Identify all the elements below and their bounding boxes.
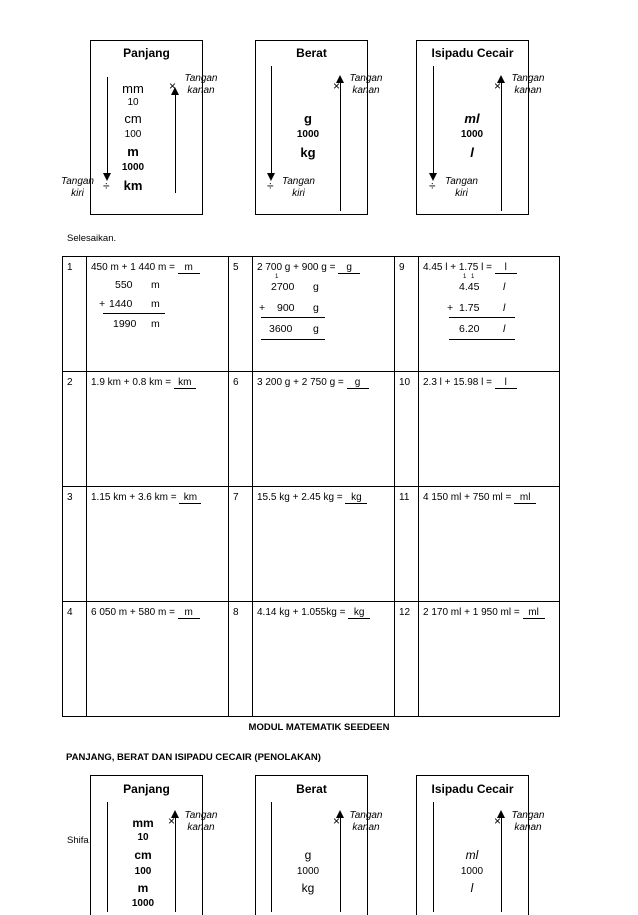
- answer-blank[interactable]: m: [178, 607, 200, 619]
- question-number: 11: [395, 487, 419, 602]
- unit-ml: ml: [465, 848, 479, 862]
- working-sum: 6.20: [459, 323, 480, 335]
- sum-line: [261, 317, 325, 318]
- question-cell: [87, 372, 229, 487]
- unit-l: l: [470, 145, 474, 160]
- question-text: 15.5 kg + 2.45 kg =: [257, 492, 346, 503]
- question-number: 9: [395, 257, 419, 372]
- table-row: [63, 487, 560, 602]
- carry-digit: 1: [471, 274, 475, 280]
- label-tangan-kiri-3: Tangan kiri: [445, 176, 478, 199]
- working-top: 4.45: [459, 281, 480, 293]
- times-symbol: ×: [333, 814, 341, 828]
- working-unit: m: [151, 318, 160, 330]
- conversion-box-length-bottom: [90, 775, 203, 915]
- question-text: 4 150 ml + 750 ml =: [423, 492, 515, 503]
- question-cell: [419, 257, 560, 372]
- question-cell: [87, 257, 229, 372]
- answer-blank[interactable]: km: [174, 377, 196, 389]
- shifa-text: Shifa: [67, 835, 89, 846]
- question-number: 10: [395, 372, 419, 487]
- factor-1000: 1000: [296, 129, 320, 140]
- question-text: 4.45 l + 1.75 l =: [423, 262, 495, 273]
- left-arrow-line: [107, 802, 108, 912]
- working-unit: m: [151, 279, 160, 291]
- factor-1000: 1000: [131, 898, 155, 909]
- divide-symbol: ÷: [429, 179, 436, 193]
- left-arrow-line: [433, 66, 434, 178]
- question-number: 7: [229, 487, 253, 602]
- question-number: 3: [63, 487, 87, 602]
- unit-mm: mm: [122, 81, 144, 96]
- conversion-box-volume-bottom: [416, 775, 529, 915]
- question-text: 4.14 kg + 1.055kg =: [257, 607, 349, 618]
- factor-100: 100: [134, 866, 152, 877]
- label-tangan-kanan-1: Tangan kanan: [184, 73, 218, 96]
- factor-10: 10: [137, 832, 149, 843]
- unit-cm: cm: [134, 848, 152, 862]
- factor-10: 10: [127, 97, 139, 108]
- working-unit: l: [503, 323, 506, 335]
- working-top: 550: [115, 279, 133, 291]
- factor-1000: 1000: [121, 162, 145, 173]
- label-tangan-kiri-1: Tangan kiri: [61, 176, 94, 199]
- left-arrow-line: [433, 802, 434, 912]
- unit-g: g: [304, 111, 312, 126]
- answer-blank[interactable]: ml: [523, 607, 545, 619]
- section-title: PANJANG, BERAT DAN ISIPADU CECAIR (PENOLAKAN): [66, 752, 321, 763]
- working-unit: m: [151, 298, 160, 310]
- carry-digit: 1: [463, 274, 467, 280]
- factor-1000: 1000: [460, 129, 484, 140]
- right-arrow-line: [340, 81, 341, 211]
- label-tangan-kanan-2: Tangan kanan: [349, 73, 383, 96]
- question-number: 2: [63, 372, 87, 487]
- sum-line-bottom: [449, 339, 515, 340]
- question-cell: [87, 487, 229, 602]
- question-number: 5: [229, 257, 253, 372]
- question-number: 1: [63, 257, 87, 372]
- answer-blank[interactable]: km: [179, 492, 201, 504]
- label-tangan-kiri-2: Tangan kiri: [282, 176, 315, 199]
- instruction-text: Selesaikan.: [67, 233, 117, 244]
- answer-blank[interactable]: kg: [348, 607, 370, 619]
- answer-blank[interactable]: l: [495, 262, 517, 274]
- question-number: 6: [229, 372, 253, 487]
- divide-symbol: ÷: [103, 179, 110, 193]
- unit-kg: kg: [300, 145, 316, 160]
- label-tangan-kanan-b1: Tangan kanan: [184, 810, 218, 833]
- working-unit: l: [503, 281, 506, 293]
- question-number: 12: [395, 602, 419, 717]
- question-text: 2.3 l + 15.98 l =: [423, 377, 495, 388]
- working-second: 1.75: [459, 302, 480, 314]
- question-cell: [253, 257, 395, 372]
- working-unit: l: [503, 302, 506, 314]
- times-symbol: ×: [333, 79, 341, 93]
- times-symbol: ×: [494, 814, 502, 828]
- box-title: Isipadu Cecair: [431, 782, 514, 796]
- right-arrow-line: [175, 93, 176, 193]
- working-unit: g: [313, 323, 319, 335]
- unit-g: g: [304, 848, 312, 862]
- question-cell: [253, 372, 395, 487]
- table-row: [63, 257, 560, 372]
- question-text: 6 050 m + 580 m =: [91, 607, 178, 618]
- unit-kg: kg: [301, 881, 315, 895]
- label-tangan-kanan-b2: Tangan kanan: [349, 810, 383, 833]
- sum-line-bottom: [261, 339, 325, 340]
- working-top: 2700: [271, 281, 295, 293]
- left-arrow-line: [271, 802, 272, 912]
- question-number: 8: [229, 602, 253, 717]
- working-second: 900: [277, 302, 295, 314]
- question-cell: [419, 372, 560, 487]
- working-plus: +: [447, 302, 454, 314]
- left-arrow-line: [107, 77, 108, 175]
- sum-line: [103, 313, 165, 314]
- table-row: [63, 372, 560, 487]
- question-cell: [253, 487, 395, 602]
- unit-m: m: [137, 881, 149, 895]
- unit-mm: mm: [132, 816, 154, 830]
- times-symbol: ×: [169, 79, 177, 93]
- question-table: [62, 256, 560, 717]
- working-second: 1440: [109, 298, 133, 310]
- answer-blank[interactable]: g: [347, 377, 369, 389]
- question-cell: [419, 602, 560, 717]
- box-title: Berat: [296, 46, 327, 60]
- question-text: 450 m + 1 440 m =: [91, 262, 178, 273]
- box-title: Isipadu Cecair: [431, 46, 514, 60]
- question-number: 4: [63, 602, 87, 717]
- left-arrow-line: [271, 66, 272, 178]
- question-text: 2 170 ml + 1 950 ml =: [423, 607, 523, 618]
- label-tangan-kanan-b3: Tangan kanan: [511, 810, 545, 833]
- conversion-box-weight-bottom: [255, 775, 368, 915]
- answer-blank[interactable]: g: [338, 262, 360, 274]
- question-cell: [253, 602, 395, 717]
- right-arrow-line: [501, 81, 502, 211]
- label-tangan-kanan-3: Tangan kanan: [511, 73, 545, 96]
- right-arrow-line: [501, 816, 502, 912]
- factor-1000: 1000: [460, 866, 484, 877]
- unit-km: km: [123, 178, 143, 193]
- sum-line: [449, 317, 515, 318]
- working-plus: +: [99, 298, 106, 310]
- question-text: 1.15 km + 3.6 km =: [91, 492, 180, 503]
- unit-ml: ml: [464, 111, 480, 126]
- factor-1000: 1000: [296, 866, 320, 877]
- box-title: Panjang: [123, 46, 170, 60]
- module-footer: MODUL MATEMATIK SEEDEEN: [248, 722, 390, 733]
- working-unit: g: [313, 281, 319, 293]
- unit-m: m: [127, 144, 139, 159]
- unit-l: l: [470, 881, 474, 895]
- conversion-box-length: [90, 40, 203, 215]
- question-text: 1.9 km + 0.8 km =: [91, 377, 174, 388]
- divide-symbol: ÷: [267, 179, 274, 193]
- question-cell: [87, 602, 229, 717]
- answer-blank[interactable]: kg: [345, 492, 367, 504]
- question-text: 2 700 g + 900 g =: [257, 262, 339, 273]
- carry-digit: 1: [275, 274, 279, 280]
- working-sum: 1990: [113, 318, 137, 330]
- times-symbol: ×: [494, 79, 502, 93]
- working-plus: +: [259, 302, 266, 314]
- factor-100: 100: [124, 129, 142, 140]
- answer-blank[interactable]: ml: [514, 492, 536, 504]
- times-symbol: ×: [168, 814, 176, 828]
- answer-blank[interactable]: m: [178, 262, 200, 274]
- working-unit: g: [313, 302, 319, 314]
- question-cell: [419, 487, 560, 602]
- answer-blank[interactable]: l: [495, 377, 517, 389]
- table-row: [63, 602, 560, 717]
- unit-cm: cm: [124, 111, 142, 126]
- question-text: 3 200 g + 2 750 g =: [257, 377, 347, 388]
- working-sum: 3600: [269, 323, 293, 335]
- box-title: Panjang: [123, 782, 170, 796]
- box-title: Berat: [296, 782, 327, 796]
